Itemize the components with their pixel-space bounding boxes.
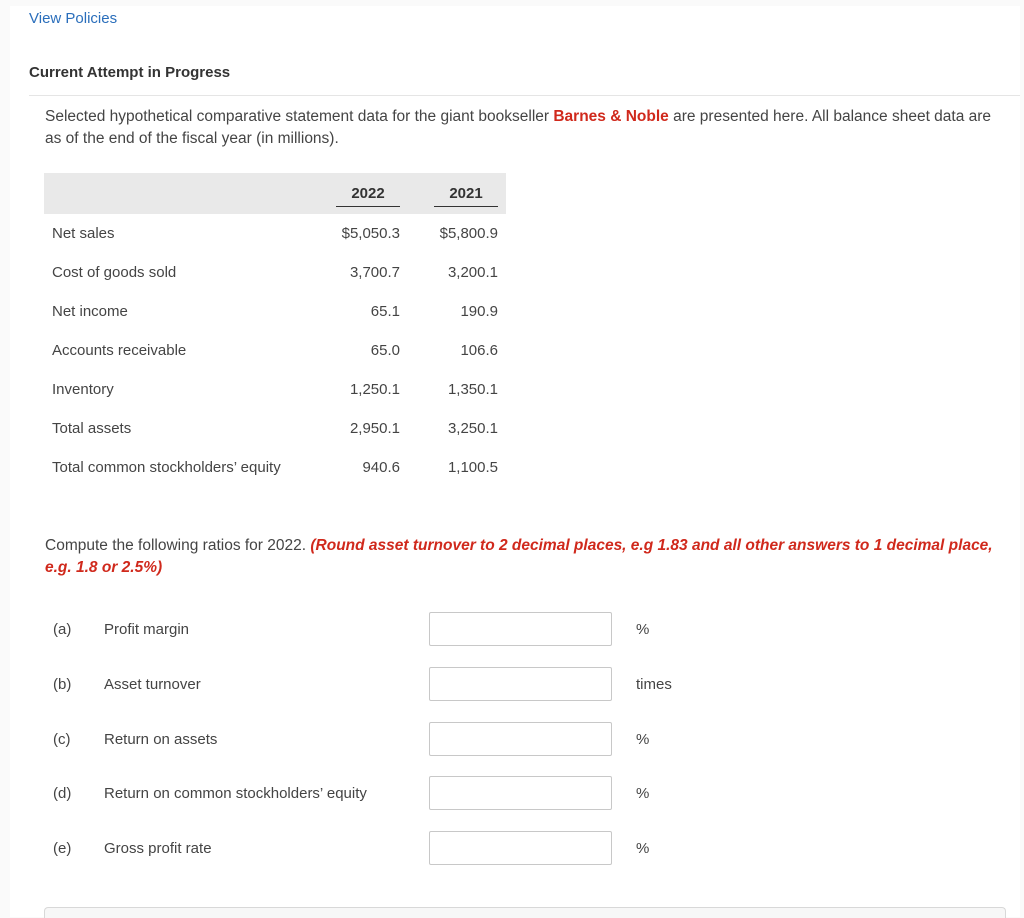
question-letter: (e) <box>53 840 72 857</box>
instructions-text: Compute the following ratios for 2022. <box>45 537 311 554</box>
cell-2021-stockholders-equity: 1,100.5 <box>447 459 498 476</box>
unit-label: times <box>636 676 672 693</box>
row-label-net-income: Net income <box>52 303 128 320</box>
rounding-instructions: (Round asset turnover to 2 decimal places, e.g 1.83 and all other answers to 1 decimal place, e.g. 1.8 or 2.5%) <box>45 537 993 576</box>
cell-2021-cogs: 3,200.1 <box>447 264 498 281</box>
question-letter: (c) <box>53 731 71 748</box>
intro-before: Selected hypothetical comparative statement data for the giant bookseller <box>45 108 554 125</box>
cell-2021-net-sales: $5,800.9 <box>439 225 498 242</box>
row-label-stockholders-equity: Total common stockholders’ equity <box>52 459 281 476</box>
row-label-total-assets: Total assets <box>52 420 132 437</box>
question-letter: (d) <box>53 785 72 802</box>
asset-turnover-input[interactable] <box>429 667 612 701</box>
page <box>10 6 1020 917</box>
divider <box>29 95 1020 96</box>
question-label: Return on assets <box>104 731 218 748</box>
row-label-net-sales: Net sales <box>52 225 115 242</box>
year-header-2021: 2021 <box>434 185 498 207</box>
cell-2021-accounts-receivable: 106.6 <box>460 342 498 359</box>
question-label: Return on common stockholders’ equity <box>104 785 367 802</box>
attempt-status: Current Attempt in Progress <box>29 64 231 81</box>
cell-2022-total-assets: 2,950.1 <box>349 420 400 437</box>
row-label-accounts-receivable: Accounts receivable <box>52 342 187 359</box>
cell-2022-net-sales: $5,050.3 <box>341 225 400 242</box>
company-name: Barnes & Noble <box>553 108 669 125</box>
return-on-assets-input[interactable] <box>429 722 612 756</box>
cell-2022-accounts-receivable: 65.0 <box>370 342 400 359</box>
cell-2021-inventory: 1,350.1 <box>447 381 498 398</box>
unit-label: % <box>636 840 650 857</box>
intro-text <box>45 106 1005 150</box>
gross-profit-rate-input[interactable] <box>429 831 612 865</box>
view-policies-link[interactable]: View Policies <box>29 10 118 27</box>
cell-2022-stockholders-equity: 940.6 <box>362 459 400 476</box>
unit-label: % <box>636 621 650 638</box>
bottom-panel <box>44 907 1006 918</box>
row-label-inventory: Inventory <box>52 381 114 398</box>
cell-2021-net-income: 190.9 <box>460 303 498 320</box>
cell-2021-total-assets: 3,250.1 <box>447 420 498 437</box>
row-label-cogs: Cost of goods sold <box>52 264 177 281</box>
cell-2022-inventory: 1,250.1 <box>349 381 400 398</box>
question-label: Asset turnover <box>104 676 201 693</box>
question-letter: (a) <box>53 621 72 638</box>
instructions <box>45 535 1000 579</box>
cell-2022-net-income: 65.1 <box>370 303 400 320</box>
question-label: Profit margin <box>104 621 190 638</box>
intro-after: are presented here. All balance sheet data are as of the end of the fiscal year (in millions). <box>45 108 992 147</box>
year-header-2022: 2022 <box>336 185 400 207</box>
cell-2022-cogs: 3,700.7 <box>349 264 400 281</box>
unit-label: % <box>636 731 650 748</box>
question-label: Gross profit rate <box>104 840 212 857</box>
unit-label: % <box>636 785 650 802</box>
profit-margin-input[interactable] <box>429 612 612 646</box>
question-letter: (b) <box>53 676 72 693</box>
return-on-equity-input[interactable] <box>429 776 612 810</box>
